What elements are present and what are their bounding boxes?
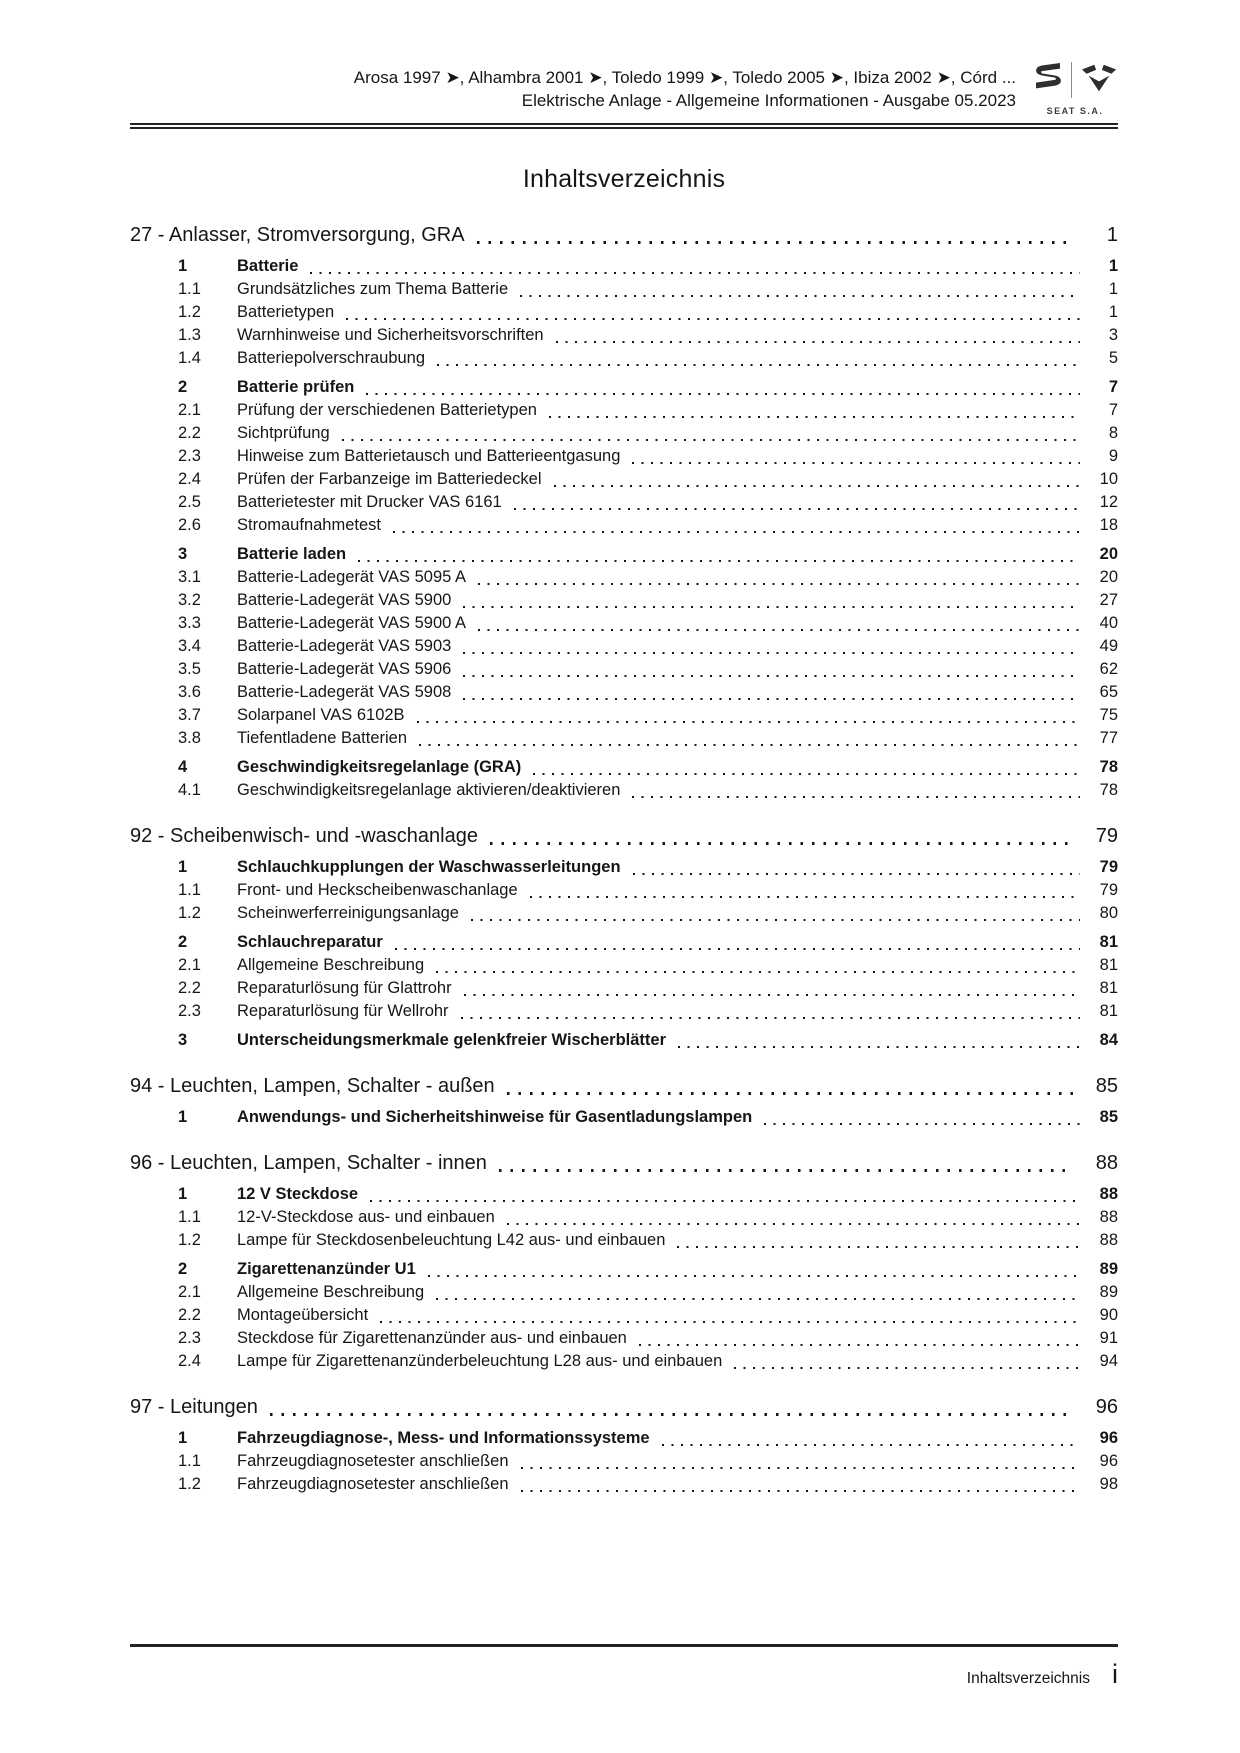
entry-number: 1.1 bbox=[178, 1452, 201, 1470]
entry-page-number: 89 bbox=[1099, 1260, 1118, 1278]
entry-number: 3.7 bbox=[178, 706, 201, 724]
toc-entry-row[interactable] bbox=[130, 931, 1118, 954]
entry-dot-leader bbox=[533, 773, 1080, 775]
entry-page-number: 12 bbox=[1099, 493, 1118, 511]
entry-number: 1.1 bbox=[178, 280, 201, 298]
entry-title: Batteriepolverschraubung bbox=[237, 349, 426, 367]
toc-entry-row[interactable] bbox=[130, 566, 1118, 589]
entry-page-number: 40 bbox=[1099, 614, 1118, 632]
entry-dot-leader bbox=[463, 606, 1080, 608]
entry-title: Grundsätzliches zum Thema Batterie bbox=[237, 280, 509, 298]
entry-dot-leader bbox=[436, 971, 1080, 973]
entry-dot-leader bbox=[507, 1223, 1080, 1225]
entry-dot-leader bbox=[463, 675, 1080, 677]
entry-title: Stromaufnahmetest bbox=[237, 516, 381, 534]
entry-title: Allgemeine Beschreibung bbox=[237, 1283, 425, 1301]
toc-entry-row[interactable] bbox=[130, 399, 1118, 422]
entry-dot-leader bbox=[632, 462, 1080, 464]
toc-entry-row[interactable] bbox=[130, 422, 1118, 445]
entry-dot-leader bbox=[428, 1275, 1080, 1277]
toc-entry-row[interactable] bbox=[130, 954, 1118, 977]
entry-dot-leader bbox=[734, 1367, 1080, 1369]
entry-page-number: 91 bbox=[1099, 1329, 1118, 1347]
entry-page-number: 7 bbox=[1108, 378, 1118, 396]
entry-dot-leader bbox=[521, 1490, 1080, 1492]
entry-number: 2 bbox=[178, 933, 188, 951]
entry-title: Geschwindigkeitsregelanlage (GRA) bbox=[237, 758, 522, 776]
entry-dot-leader bbox=[310, 272, 1080, 274]
entry-title: Batterie-Ladegerät VAS 5095 A bbox=[237, 568, 467, 586]
entry-page-number: 7 bbox=[1108, 401, 1118, 419]
chapter-page-number: 85 bbox=[1095, 1075, 1118, 1097]
entry-page-number: 84 bbox=[1099, 1031, 1118, 1049]
toc-entry-row[interactable] bbox=[130, 1473, 1118, 1496]
logo-caption: SEAT S.A. bbox=[1046, 106, 1104, 116]
entry-number: 1 bbox=[178, 1108, 188, 1126]
entry-page-number: 1 bbox=[1108, 280, 1118, 298]
entry-title: Prüfen der Farbanzeige im Batteriedeckel bbox=[237, 470, 542, 488]
chapter-dot-leader bbox=[507, 1092, 1074, 1095]
entry-dot-leader bbox=[554, 485, 1081, 487]
entry-dot-leader bbox=[478, 629, 1080, 631]
toc-entry-row[interactable] bbox=[130, 977, 1118, 1000]
entry-number: 4 bbox=[178, 758, 188, 776]
entry-page-number: 81 bbox=[1099, 933, 1118, 951]
entry-page-number: 8 bbox=[1108, 424, 1118, 442]
entry-page-number: 78 bbox=[1099, 758, 1118, 776]
entry-page-number: 1 bbox=[1108, 303, 1118, 321]
entry-dot-leader bbox=[662, 1444, 1080, 1446]
chapter-page-number: 96 bbox=[1095, 1396, 1118, 1418]
entry-page-number: 49 bbox=[1099, 637, 1118, 655]
entry-dot-leader bbox=[471, 919, 1080, 921]
entry-number: 2.3 bbox=[178, 447, 201, 465]
toc-entry-row[interactable] bbox=[130, 543, 1118, 566]
entry-dot-leader bbox=[393, 531, 1080, 533]
toc-entry-row[interactable] bbox=[130, 1206, 1118, 1229]
toc-chapter-row[interactable] bbox=[130, 1073, 1118, 1100]
entry-number: 1.1 bbox=[178, 881, 201, 899]
entry-dot-leader bbox=[633, 873, 1080, 875]
entry-page-number: 75 bbox=[1099, 706, 1118, 724]
toc-entry-row[interactable] bbox=[130, 1000, 1118, 1023]
seat-s-icon bbox=[1033, 61, 1063, 100]
entry-title: Allgemeine Beschreibung bbox=[237, 956, 425, 974]
chapter-label: 27 - Anlasser, Stromversorgung, GRA bbox=[130, 224, 465, 246]
entry-dot-leader bbox=[639, 1344, 1080, 1346]
entry-number: 2.5 bbox=[178, 493, 201, 511]
toc-entry-row[interactable] bbox=[130, 1327, 1118, 1350]
entry-number: 1.3 bbox=[178, 326, 201, 344]
entry-dot-leader bbox=[436, 1298, 1080, 1300]
entry-title: Scheinwerferreinigungsanlage bbox=[237, 904, 459, 922]
entry-page-number: 89 bbox=[1099, 1283, 1118, 1301]
entry-page-number: 88 bbox=[1099, 1185, 1118, 1203]
entry-number: 2.2 bbox=[178, 424, 201, 442]
entry-title: Batterie-Ladegerät VAS 5906 bbox=[237, 660, 452, 678]
toc-chapter-row[interactable] bbox=[130, 1394, 1118, 1421]
toc-entry-row[interactable] bbox=[130, 902, 1118, 925]
entry-title: Batterie prüfen bbox=[237, 378, 355, 396]
entry-number: 2.3 bbox=[178, 1002, 201, 1020]
header-rule bbox=[130, 123, 1118, 129]
toc-entry-row[interactable] bbox=[130, 514, 1118, 537]
toc-entry-row[interactable] bbox=[130, 1029, 1118, 1052]
entry-number: 3 bbox=[178, 545, 188, 563]
entry-dot-leader bbox=[463, 698, 1080, 700]
entry-number: 1.1 bbox=[178, 1208, 201, 1226]
entry-dot-leader bbox=[358, 560, 1080, 562]
chapter-dot-leader bbox=[499, 1169, 1074, 1172]
entry-title: Front- und Heckscheibenwaschanlage bbox=[237, 881, 518, 899]
entry-number: 1.2 bbox=[178, 303, 201, 321]
entry-title: Fahrzeugdiagnosetester anschließen bbox=[237, 1475, 509, 1493]
entry-number: 2.2 bbox=[178, 1306, 201, 1324]
entry-number: 2.6 bbox=[178, 516, 201, 534]
entry-dot-leader bbox=[366, 393, 1080, 395]
entry-number: 3.8 bbox=[178, 729, 201, 747]
entry-dot-leader bbox=[520, 295, 1080, 297]
toc-entry-row[interactable] bbox=[130, 681, 1118, 704]
entry-title: Schlauchkupplungen der Waschwasserleitungen bbox=[237, 858, 621, 876]
entry-number: 2.4 bbox=[178, 1352, 201, 1370]
entry-dot-leader bbox=[437, 364, 1080, 366]
entry-dot-leader bbox=[556, 341, 1080, 343]
entry-page-number: 90 bbox=[1099, 1306, 1118, 1324]
entry-page-number: 62 bbox=[1099, 660, 1118, 678]
entry-title: Fahrzeugdiagnosetester anschließen bbox=[237, 1452, 509, 1470]
entry-page-number: 18 bbox=[1099, 516, 1118, 534]
chapter-label: 94 - Leuchten, Lampen, Schalter - außen bbox=[130, 1075, 495, 1097]
toc-entry-row[interactable] bbox=[130, 347, 1118, 370]
entry-dot-leader bbox=[478, 583, 1080, 585]
entry-number: 3.1 bbox=[178, 568, 201, 586]
chapter-label: 92 - Scheibenwisch- und -waschanlage bbox=[130, 825, 478, 847]
entry-number: 2.1 bbox=[178, 401, 201, 419]
entry-title: Sichtprüfung bbox=[237, 424, 330, 442]
entry-page-number: 79 bbox=[1099, 858, 1118, 876]
entry-title: Schlauchreparatur bbox=[237, 933, 383, 951]
entry-page-number: 96 bbox=[1099, 1429, 1118, 1447]
entry-dot-leader bbox=[514, 508, 1080, 510]
entry-title: Lampe für Zigarettenanzünderbeleuchtung L28 aus- und einbauen bbox=[237, 1352, 723, 1370]
toc-entry-row[interactable] bbox=[130, 1281, 1118, 1304]
toc-entry-row[interactable] bbox=[130, 255, 1118, 278]
entry-dot-leader bbox=[530, 896, 1080, 898]
toc-entry-row[interactable] bbox=[130, 756, 1118, 779]
toc-chapter-row[interactable] bbox=[130, 1150, 1118, 1177]
entry-title: Geschwindigkeitsregelanlage aktivieren/deaktivieren bbox=[237, 781, 621, 799]
entry-number: 1 bbox=[178, 1185, 188, 1203]
entry-dot-leader bbox=[677, 1246, 1080, 1248]
page-header bbox=[130, 58, 1118, 116]
toc-entry-row[interactable] bbox=[130, 278, 1118, 301]
entry-title: Batterie bbox=[237, 257, 299, 275]
entry-page-number: 77 bbox=[1099, 729, 1118, 747]
entry-page-number: 20 bbox=[1099, 568, 1118, 586]
entry-title: Fahrzeugdiagnose-, Mess- und Informationssysteme bbox=[237, 1429, 650, 1447]
toc-entry-row[interactable] bbox=[130, 612, 1118, 635]
entry-dot-leader bbox=[678, 1046, 1080, 1048]
entry-title: Prüfung der verschiedenen Batterietypen bbox=[237, 401, 537, 419]
entry-title: Montageübersicht bbox=[237, 1306, 369, 1324]
entry-title: Unterscheidungsmerkmale gelenkfreier Wischerblätter bbox=[237, 1031, 667, 1049]
entry-page-number: 96 bbox=[1099, 1452, 1118, 1470]
entry-page-number: 98 bbox=[1099, 1475, 1118, 1493]
entry-title: Batterie-Ladegerät VAS 5900 A bbox=[237, 614, 467, 632]
entry-page-number: 27 bbox=[1099, 591, 1118, 609]
toc-list bbox=[130, 222, 1118, 1496]
header-models-line: Arosa 1997 ➤, Alhambra 2001 ➤, Toledo 1999 ➤, Toledo 2005 ➤, Ibiza 2002 ➤, Córd ... bbox=[353, 68, 1016, 87]
entry-number: 2.4 bbox=[178, 470, 201, 488]
page-footer bbox=[130, 1644, 1118, 1688]
toc-entry-row[interactable] bbox=[130, 1106, 1118, 1129]
entry-page-number: 80 bbox=[1099, 904, 1118, 922]
entry-number: 2.3 bbox=[178, 1329, 201, 1347]
entry-title: Batterie-Ladegerät VAS 5908 bbox=[237, 683, 452, 701]
toc-entry-row[interactable] bbox=[130, 1427, 1118, 1450]
chapter-page-number: 88 bbox=[1095, 1152, 1118, 1174]
entry-page-number: 88 bbox=[1099, 1208, 1118, 1226]
entry-dot-leader bbox=[632, 796, 1080, 798]
entry-number: 1 bbox=[178, 257, 188, 275]
entry-page-number: 1 bbox=[1108, 257, 1118, 275]
entry-page-number: 85 bbox=[1099, 1108, 1118, 1126]
entry-number: 3.6 bbox=[178, 683, 201, 701]
toc-entry-row[interactable] bbox=[130, 1450, 1118, 1473]
entry-number: 3 bbox=[178, 1031, 188, 1049]
chapter-dot-leader bbox=[477, 241, 1074, 244]
entry-number: 2.1 bbox=[178, 956, 201, 974]
entry-title: Anwendungs- und Sicherheitshinweise für Gasentladungslampen bbox=[237, 1108, 753, 1126]
entry-title: Batterie-Ladegerät VAS 5903 bbox=[237, 637, 452, 655]
entry-dot-leader bbox=[370, 1200, 1080, 1202]
entry-number: 1.2 bbox=[178, 1475, 201, 1493]
entry-dot-leader bbox=[380, 1321, 1080, 1323]
entry-title: Batterie-Ladegerät VAS 5900 bbox=[237, 591, 452, 609]
entry-dot-leader bbox=[417, 721, 1080, 723]
entry-title: Lampe für Steckdosenbeleuchtung L42 aus- und einbauen bbox=[237, 1231, 666, 1249]
toc-chapter-row[interactable] bbox=[130, 823, 1118, 850]
chapter-dot-leader bbox=[490, 842, 1074, 845]
entry-title: 12 V Steckdose bbox=[237, 1185, 359, 1203]
entry-page-number: 88 bbox=[1099, 1231, 1118, 1249]
entry-dot-leader bbox=[346, 318, 1080, 320]
entry-title: Batterietypen bbox=[237, 303, 335, 321]
toc-entry-row[interactable] bbox=[130, 658, 1118, 681]
entry-dot-leader bbox=[395, 948, 1080, 950]
entry-dot-leader bbox=[461, 1017, 1080, 1019]
entry-title: Warnhinweise und Sicherheitsvorschriften bbox=[237, 326, 544, 344]
toc-chapter-row[interactable] bbox=[130, 222, 1118, 249]
entry-dot-leader bbox=[463, 652, 1080, 654]
toc-entry-row[interactable] bbox=[130, 468, 1118, 491]
chapter-page-number: 79 bbox=[1095, 825, 1118, 847]
entry-page-number: 81 bbox=[1099, 1002, 1118, 1020]
toc-entry-row[interactable] bbox=[130, 1258, 1118, 1281]
toc-entry-row[interactable] bbox=[130, 1304, 1118, 1327]
entry-title: Tiefentladene Batterien bbox=[237, 729, 408, 747]
footer-label: Inhaltsverzeichnis bbox=[966, 1670, 1090, 1687]
toc-entry-row[interactable] bbox=[130, 727, 1118, 750]
entry-dot-leader bbox=[342, 439, 1080, 441]
entry-dot-leader bbox=[549, 416, 1080, 418]
cupra-icon bbox=[1080, 62, 1118, 99]
entry-page-number: 3 bbox=[1108, 326, 1118, 344]
entry-number: 1 bbox=[178, 1429, 188, 1447]
chapter-dot-leader bbox=[270, 1413, 1074, 1416]
toc-entry-row[interactable] bbox=[130, 879, 1118, 902]
entry-page-number: 20 bbox=[1099, 545, 1118, 563]
entry-page-number: 81 bbox=[1099, 956, 1118, 974]
entry-dot-leader bbox=[419, 744, 1080, 746]
entry-number: 2.1 bbox=[178, 1283, 201, 1301]
entry-number: 1.2 bbox=[178, 1231, 201, 1249]
entry-title: Batterie laden bbox=[237, 545, 347, 563]
entry-number: 1 bbox=[178, 858, 188, 876]
toc-entry-row[interactable] bbox=[130, 445, 1118, 468]
footer-rule bbox=[130, 1644, 1118, 1647]
entry-page-number: 10 bbox=[1099, 470, 1118, 488]
entry-title: Zigarettenanzünder U1 bbox=[237, 1260, 416, 1278]
entry-title: Hinweise zum Batterietausch und Batterieentgasung bbox=[237, 447, 621, 465]
header-subtitle-line: Elektrische Anlage - Allgemeine Informationen - Ausgabe 05.2023 bbox=[521, 91, 1016, 110]
entry-dot-leader bbox=[764, 1123, 1080, 1125]
entry-page-number: 81 bbox=[1099, 979, 1118, 997]
entry-number: 3.2 bbox=[178, 591, 201, 609]
entry-number: 2 bbox=[178, 378, 188, 396]
entry-title: 12-V-Steckdose aus- und einbauen bbox=[237, 1208, 495, 1226]
entry-page-number: 79 bbox=[1099, 881, 1118, 899]
toc-entry-row[interactable] bbox=[130, 856, 1118, 879]
entry-number: 1.4 bbox=[178, 349, 201, 367]
entry-title: Solarpanel VAS 6102B bbox=[237, 706, 405, 724]
chapter-label: 97 - Leitungen bbox=[130, 1396, 258, 1418]
entry-title: Batterietester mit Drucker VAS 6161 bbox=[237, 493, 502, 511]
entry-number: 3.5 bbox=[178, 660, 201, 678]
entry-dot-leader bbox=[521, 1467, 1080, 1469]
entry-page-number: 5 bbox=[1108, 349, 1118, 367]
toc-entry-row[interactable] bbox=[130, 301, 1118, 324]
toc-entry-row[interactable] bbox=[130, 1229, 1118, 1252]
entry-number: 3.4 bbox=[178, 637, 201, 655]
toc-entry-row[interactable] bbox=[130, 491, 1118, 514]
seat-sa-logo bbox=[1032, 58, 1118, 116]
entry-title: Reparaturlösung für Glattrohr bbox=[237, 979, 452, 997]
entry-page-number: 94 bbox=[1099, 1352, 1118, 1370]
chapter-page-number: 1 bbox=[1106, 224, 1118, 246]
entry-number: 2 bbox=[178, 1260, 188, 1278]
entry-title: Steckdose für Zigarettenanzünder aus- und einbauen bbox=[237, 1329, 627, 1347]
entry-number: 1.2 bbox=[178, 904, 201, 922]
toc-entry-row[interactable] bbox=[130, 324, 1118, 347]
entry-page-number: 65 bbox=[1099, 683, 1118, 701]
entry-page-number: 78 bbox=[1099, 781, 1118, 799]
toc-entry-row[interactable] bbox=[130, 1350, 1118, 1373]
toc-entry-row[interactable] bbox=[130, 704, 1118, 727]
toc-entry-row[interactable] bbox=[130, 779, 1118, 802]
toc-entry-row[interactable] bbox=[130, 1183, 1118, 1206]
page-title: Inhaltsverzeichnis bbox=[522, 165, 726, 193]
entry-number: 2.2 bbox=[178, 979, 201, 997]
entry-number: 4.1 bbox=[178, 781, 201, 799]
footer-page-index: i bbox=[1112, 1659, 1118, 1689]
toc-entry-row[interactable] bbox=[130, 376, 1118, 399]
entry-dot-leader bbox=[464, 994, 1080, 996]
entry-page-number: 9 bbox=[1108, 447, 1118, 465]
toc-entry-row[interactable] bbox=[130, 635, 1118, 658]
logo-divider bbox=[1071, 62, 1072, 98]
header-text bbox=[130, 58, 1032, 112]
toc-entry-row[interactable] bbox=[130, 589, 1118, 612]
entry-title: Reparaturlösung für Wellrohr bbox=[237, 1002, 449, 1020]
entry-number: 3.3 bbox=[178, 614, 201, 632]
chapter-label: 96 - Leuchten, Lampen, Schalter - innen bbox=[130, 1152, 487, 1174]
